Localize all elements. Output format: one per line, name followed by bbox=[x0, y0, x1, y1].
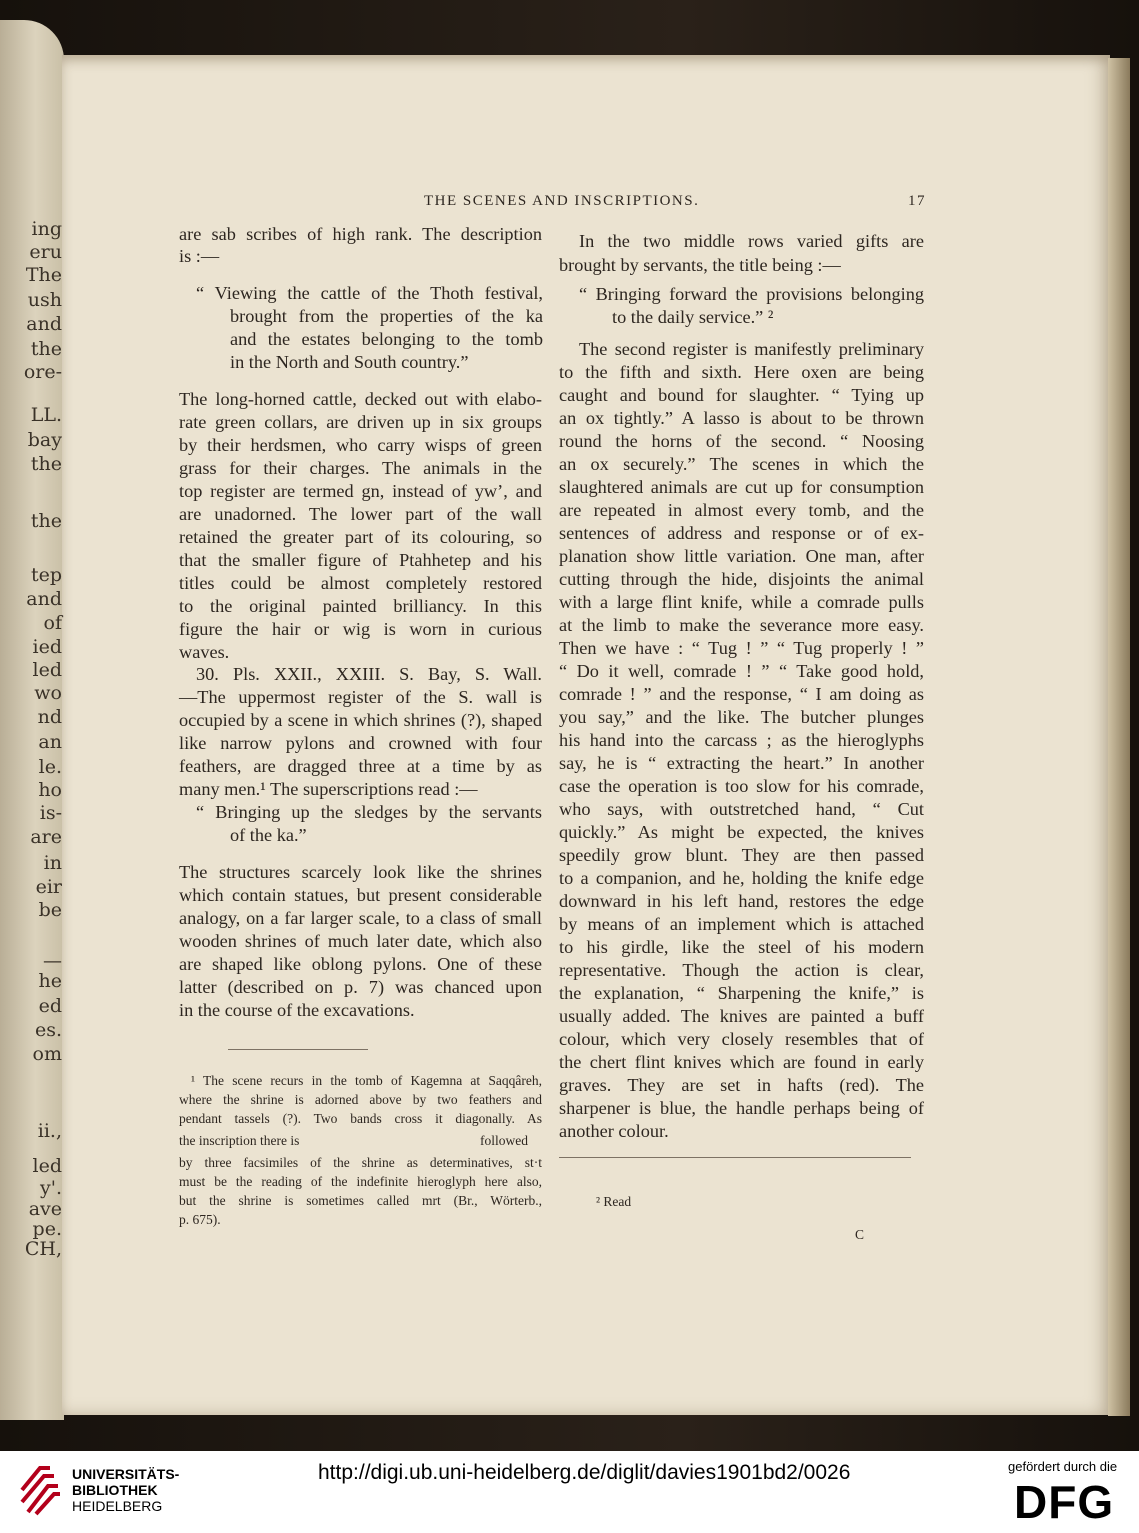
left-margin-fragment: and bbox=[26, 313, 62, 335]
left-margin-fragment: The bbox=[25, 264, 62, 286]
left-column-line: “ Viewing the cattle of the Thoth festival, bbox=[196, 283, 543, 303]
right-column-line: usually added. The knives are painted a buff bbox=[559, 1006, 924, 1026]
right-column-line: caught and bound for slaughter. “ Tying up bbox=[559, 385, 924, 405]
left-column-line: many men.¹ The superscriptions read :— bbox=[179, 779, 478, 799]
right-column-line: brought by servants, the title being :— bbox=[559, 255, 841, 275]
right-column-line: say, he is “ extracting the heart.” In another bbox=[559, 753, 924, 773]
right-column-line: planation show little variation. One man, after bbox=[559, 546, 924, 566]
left-margin-fragment: wo bbox=[34, 682, 62, 704]
library-name-line3: HEIDELBERG bbox=[72, 1498, 163, 1514]
right-column-line: an ox tightly.” A lasso is about to be thrown bbox=[559, 408, 924, 428]
right-column-line: round the horns of the second. “ Noosing bbox=[559, 431, 924, 451]
left-column-line: to the original painted brilliancy. In this bbox=[179, 596, 542, 616]
right-column-line: Then we have : “ Tug ! ” “ Tug properly ! ” bbox=[559, 638, 924, 658]
left-column-line: grass for their charges. The animals in the bbox=[179, 458, 542, 478]
right-column-line: his hand into the carcass ; as the hieroglyphs bbox=[559, 730, 924, 750]
right-column-line: to the daily service.” ² bbox=[612, 307, 774, 327]
right-column-line: cutting through the hide, disjoints the animal bbox=[559, 569, 924, 589]
left-footnote-line: p. 675). bbox=[179, 1212, 221, 1227]
left-margin-fragment: ore- bbox=[23, 361, 62, 383]
right-column-line: are repeated in almost every tomb, and the bbox=[559, 500, 924, 520]
right-column-line: case the operation is too slow for his comrade, bbox=[559, 776, 924, 796]
right-column-line: another colour. bbox=[559, 1121, 669, 1141]
right-column-line: colour, which very closely resembles that of bbox=[559, 1029, 924, 1049]
running-head-title: THE SCENES AND INSCRIPTIONS. bbox=[424, 193, 700, 209]
left-margin-fragment: the bbox=[30, 510, 62, 532]
left-column-line: top register are termed gn, instead of yw’, and bbox=[179, 481, 542, 501]
right-column-line: at the limb to make the severance more easy. bbox=[559, 615, 924, 635]
left-margin-fragment: the bbox=[30, 453, 62, 475]
left-column-line: in the course of the excavations. bbox=[179, 1000, 415, 1020]
left-column-line: wooden shrines of much later date, which also bbox=[179, 931, 542, 951]
right-footnote-label: ² Read bbox=[596, 1194, 632, 1209]
right-column-line: The second register is manifestly preliminary bbox=[579, 339, 924, 359]
left-footnote-line: the inscription there is bbox=[179, 1133, 300, 1148]
left-footnote-line: by three facsimiles of the shrine as determinatives, st·t bbox=[179, 1155, 542, 1170]
right-column-line: you say,” and the like. The butcher plunges bbox=[559, 707, 924, 727]
left-column-line: occupied by a scene in which shrines (?), shaped bbox=[179, 710, 542, 730]
right-column-line: “ Bringing forward the provisions belonging bbox=[579, 284, 924, 304]
left-margin-fragment: — bbox=[43, 950, 62, 972]
left-column-line: and the estates belonging to the tomb bbox=[230, 329, 543, 349]
left-margin-fragment: led bbox=[32, 1155, 62, 1177]
left-margin-fragment: nd bbox=[37, 706, 62, 728]
left-column-line: titles could be almost completely restored bbox=[179, 573, 542, 593]
left-margin-fragment: LL. bbox=[30, 404, 62, 426]
left-column-line: 30. Pls. XXII., XXIII. S. Bay, S. Wall. bbox=[196, 664, 542, 684]
right-column-line: “ Do it well, comrade ! ” “ Take good hold, bbox=[559, 661, 924, 681]
right-column-line: slaughtered animals are cut up for consumption bbox=[559, 477, 924, 497]
right-column-line: speedily grow blunt. They are then passed bbox=[559, 845, 924, 865]
left-column-line: The long-horned cattle, decked out with elabo- bbox=[179, 389, 542, 409]
right-column-line: comrade ! ” and the response, “ I am doing as bbox=[559, 684, 924, 704]
left-margin-fragment: tep bbox=[30, 564, 62, 586]
left-column-line: —The uppermost register of the S. wall is bbox=[179, 687, 542, 707]
left-footnote-line: but the shrine is sometimes called mrt (Br., Wörterb., bbox=[179, 1193, 542, 1208]
left-column-line: of the ka.” bbox=[230, 825, 307, 845]
left-column-line: brought from the properties of the ka bbox=[230, 306, 543, 326]
left-column-line: are sab scribes of high rank. The description bbox=[179, 224, 542, 244]
left-column-line: like narrow pylons and crowned with four bbox=[179, 733, 542, 753]
dfg-logo: DFG bbox=[1014, 1476, 1115, 1528]
funded-by-text: gefördert durch die bbox=[1008, 1459, 1118, 1474]
right-column-line: In the two middle rows varied gifts are bbox=[579, 231, 924, 251]
left-column-line: figure the hair or wig is worn in curious bbox=[179, 619, 542, 639]
left-margin-fragment: of bbox=[43, 612, 62, 634]
university-logo-icon bbox=[18, 1460, 64, 1518]
right-column-line: an ox securely.” The scenes in which the bbox=[559, 454, 924, 474]
left-margin-fragment: y'. bbox=[40, 1177, 62, 1199]
left-margin-fragment: ave bbox=[28, 1198, 62, 1220]
left-column-line: The structures scarcely look like the shrines bbox=[179, 862, 542, 882]
left-margin-fragment: in bbox=[43, 852, 62, 874]
left-margin-fragment: eru bbox=[29, 241, 62, 263]
left-footnote-line: pendant tassels (?). Two bands cross it diagonally. As bbox=[179, 1111, 542, 1126]
footnote-rule-left bbox=[228, 1049, 368, 1050]
left-margin-fragment: ied bbox=[32, 636, 62, 658]
left-column-line: in the North and South country.” bbox=[230, 352, 469, 372]
left-column-line: “ Bringing up the sledges by the servants bbox=[196, 802, 542, 822]
left-column-line: analogy, on a far larger scale, to a class of small bbox=[179, 908, 542, 928]
left-column-line: feathers, are dragged three at a time by as bbox=[179, 756, 542, 776]
left-margin-fragment: ii., bbox=[37, 1120, 62, 1142]
right-column-line: downward in his left hand, restores the edge bbox=[559, 891, 924, 911]
left-column-line: retained the greater part of its colouring, so bbox=[179, 527, 542, 547]
signature-mark: C bbox=[855, 1227, 865, 1242]
left-margin-fragment: be bbox=[38, 899, 62, 921]
right-column-line: to the fifth and sixth. Here oxen are being bbox=[559, 362, 924, 382]
left-column-line: are shaped like oblong pylons. One of these bbox=[179, 954, 542, 974]
left-margin-fragment: CH, bbox=[24, 1238, 62, 1260]
left-column-line: is :— bbox=[179, 246, 220, 266]
permalink-url[interactable]: http://digi.ub.uni-heidelberg.de/diglit/davies1901bd2/0026 bbox=[318, 1461, 851, 1484]
library-name-line1: UNIVERSITÄTS- bbox=[72, 1466, 180, 1482]
right-column-line: graves. They are set in hafts (red). The bbox=[559, 1075, 924, 1095]
page-edge-right bbox=[1108, 58, 1130, 1416]
right-column-line: the chert flint knives which are found in early bbox=[559, 1052, 924, 1072]
left-margin-fragment: es. bbox=[34, 1019, 62, 1041]
left-margin-fragment: are bbox=[30, 826, 62, 848]
left-column-line: waves. bbox=[179, 642, 230, 662]
left-margin-fragment: om bbox=[32, 1043, 62, 1065]
left-margin-fragment: ed bbox=[38, 995, 62, 1017]
left-column-line: rate green collars, are driven up in six groups bbox=[179, 412, 542, 432]
library-name-line2: BIBLIOTHEK bbox=[72, 1482, 158, 1498]
left-column-line: which contain statues, but present considerable bbox=[179, 885, 542, 905]
left-margin-fragment: and bbox=[26, 588, 62, 610]
left-margin-fragment: he bbox=[38, 970, 62, 992]
left-margin-fragment: le. bbox=[38, 756, 62, 778]
right-column-line: to his girdle, like the steel of his modern bbox=[559, 937, 924, 957]
right-column-line: who says, with outstretched hand, “ Cut bbox=[559, 799, 924, 819]
right-column-line: to a companion, and he, holding the knife edge bbox=[559, 868, 924, 888]
left-margin-fragment: an bbox=[38, 731, 62, 753]
left-margin-fragment: eir bbox=[35, 876, 62, 898]
right-column-line: sharpener is blue, the handle perhaps being of bbox=[559, 1098, 924, 1118]
right-column-line: the explanation, “ Sharpening the knife,” is bbox=[559, 983, 924, 1003]
right-column-line: by means of an implement which is attached bbox=[559, 914, 924, 934]
left-column-line: by their herdsmen, who carry wisps of green bbox=[179, 435, 542, 455]
page-number: 17 bbox=[908, 193, 926, 209]
left-margin-fragment: pe. bbox=[32, 1218, 62, 1240]
left-margin-fragment: led bbox=[32, 659, 62, 681]
footer-bar bbox=[0, 1451, 1139, 1533]
left-footnote-line: must be the reading of the indefinite hieroglyph here also, bbox=[179, 1174, 542, 1189]
right-column-line: sentences of address and response or of ex- bbox=[559, 523, 924, 543]
left-column-line: are unadorned. The lower part of the wall bbox=[179, 504, 542, 524]
right-column-line: with a large flint knife, while a comrade pulls bbox=[559, 592, 924, 612]
left-margin-fragment: the bbox=[30, 338, 62, 360]
left-footnote-line: where the shrine is adorned above by two feathers and bbox=[179, 1092, 542, 1107]
left-margin-fragment: ing bbox=[31, 218, 62, 240]
left-margin-fragment: bay bbox=[27, 429, 62, 451]
left-footnote-line: ¹ The scene recurs in the tomb of Kagemna at Saqqâreh, bbox=[191, 1073, 542, 1088]
left-margin-fragment: ho bbox=[38, 779, 62, 801]
left-margin-fragment: ush bbox=[27, 289, 62, 311]
footnote-rule-right bbox=[559, 1157, 911, 1158]
left-column-line: that the smaller figure of Ptahhetep and his bbox=[179, 550, 542, 570]
left-margin-fragment: is- bbox=[39, 802, 62, 824]
right-column-line: representative. Though the action is clear, bbox=[559, 960, 924, 980]
left-column-line: latter (described on p. 7) was chanced upon bbox=[179, 977, 542, 997]
right-column-line: quickly.” As might be expected, the knives bbox=[559, 822, 924, 842]
left-footnote-line: followed bbox=[480, 1133, 528, 1148]
